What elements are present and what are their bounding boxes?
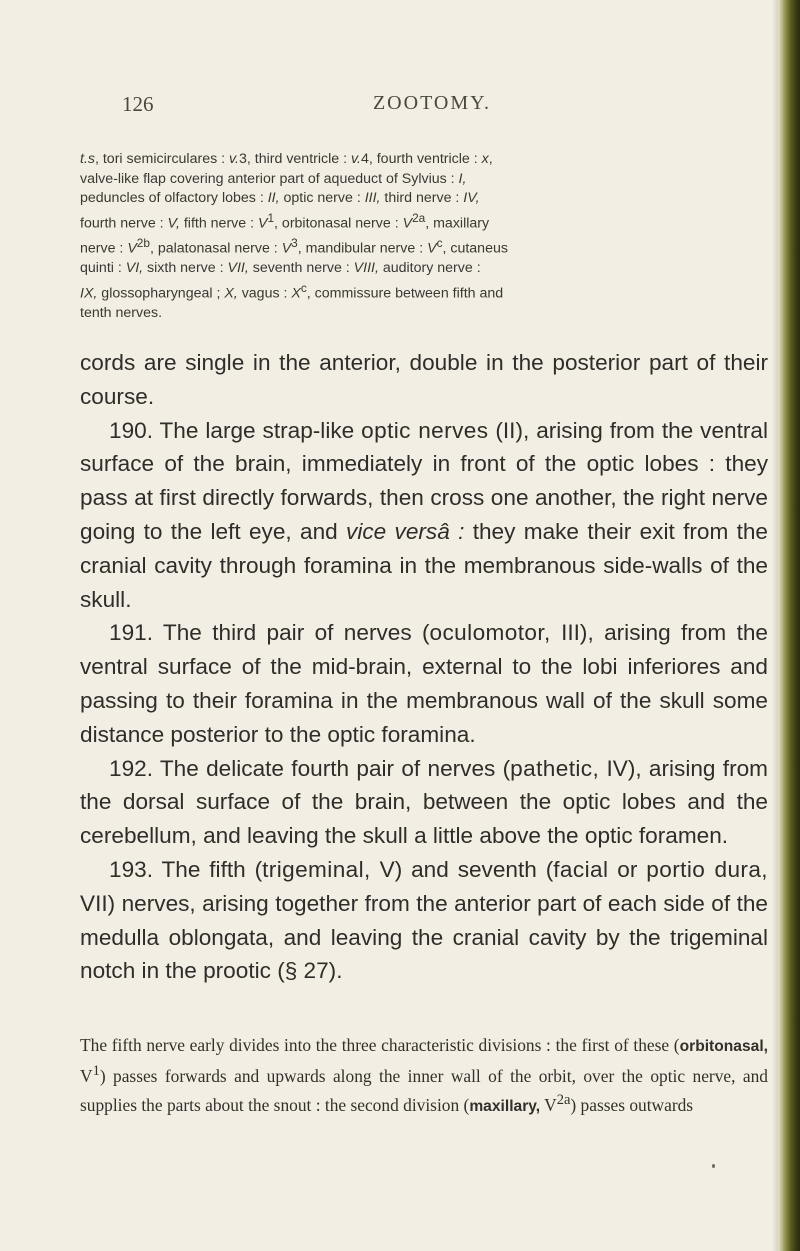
paragraph-text: vice versâ : bbox=[346, 518, 465, 544]
paragraph-text: or bbox=[608, 856, 647, 882]
caption-text: optic nerve : bbox=[279, 190, 365, 207]
caption-text: I, bbox=[458, 170, 467, 187]
term-optic-nerves: optic nerves bbox=[361, 417, 489, 443]
caption-text: III, bbox=[364, 190, 381, 207]
term-maxillary: maxillary, bbox=[469, 1097, 541, 1115]
caption-text: , bbox=[488, 151, 493, 167]
paragraph-continuation: cords are single in the anterior, double in the posterior part of their course. bbox=[80, 350, 768, 409]
caption-text: peduncles of olfactory lobes : bbox=[80, 190, 268, 207]
caption-text: , mandibular nerve : bbox=[297, 240, 428, 257]
caption-text: VIII, bbox=[353, 260, 379, 277]
caption-text: V bbox=[427, 240, 437, 257]
caption-text: V bbox=[281, 240, 292, 257]
caption-text: VII, bbox=[227, 260, 249, 277]
small-paragraph bbox=[80, 1033, 768, 1119]
paragraph-text: III), arising from the ventral surface of the mid-brain, external to the lobi inferiores and passing to their foramina in the membranous wall of the skull some distance posterior to the optic foramina. bbox=[80, 620, 768, 747]
caption-text: , palatonasal nerve : bbox=[149, 240, 282, 257]
running-title: ZOOTOMY. bbox=[372, 92, 492, 114]
term-facial: facial bbox=[553, 856, 609, 882]
caption-text: auditory nerve : bbox=[378, 260, 481, 277]
paragraph-text: (II), arising from the ventral surface of the brain, immediately in front of the optic lobes : they pass at first directly forwards, then cross one another, the right nerve going to the left eye, and bbox=[80, 417, 768, 544]
book-edge bbox=[778, 0, 800, 1251]
caption-text: seventh nerve : bbox=[248, 260, 354, 277]
caption-text: II, bbox=[267, 190, 280, 207]
page-number: 126 bbox=[122, 92, 154, 116]
caption-text: sixth nerve : bbox=[143, 260, 228, 277]
running-head bbox=[122, 92, 762, 122]
paragraph-text: IV), arising from the dorsal surface of the brain, between the optic lobes and the cerebellum, and leaving the skull a little above the optic foramen. bbox=[80, 755, 768, 849]
term-orbitonasal: orbitonasal, bbox=[679, 1038, 768, 1055]
body-text bbox=[80, 346, 768, 988]
caption-text: nerve : bbox=[80, 240, 128, 257]
caption-text: V bbox=[402, 215, 413, 232]
caption-text: quinti : bbox=[80, 260, 126, 277]
caption-text: , orbitonasal nerve : bbox=[274, 215, 403, 232]
paragraph-text: 190. The large strap-like bbox=[109, 417, 362, 443]
small-text: The fifth nerve early divides into the three characteristic divisions : the first of these ( bbox=[80, 1035, 680, 1055]
caption-text: , commissure between fifth and bbox=[306, 285, 504, 302]
caption-text: fifth nerve : bbox=[179, 215, 258, 232]
caption-text: v. bbox=[350, 151, 361, 167]
small-text: ) passes outwards bbox=[570, 1094, 694, 1115]
paragraph-text: VII) nerves, arising together from the anterior part of each side of the medulla oblongata, and leaving the cranial cavity by the trigeminal notch in the prootic (§ 27). bbox=[80, 890, 768, 984]
paragraph-text: 191. The third pair of nerves ( bbox=[109, 620, 430, 646]
caption-text: , maxillary bbox=[425, 215, 490, 232]
caption-text: V, bbox=[167, 215, 180, 232]
caption-text: X, bbox=[224, 285, 238, 302]
caption-text: , cutaneus bbox=[442, 240, 508, 257]
caption-text: 1 bbox=[267, 210, 275, 225]
figure-caption bbox=[80, 150, 768, 324]
caption-text: tenth nerves. bbox=[80, 305, 163, 322]
small-text: V bbox=[80, 1065, 93, 1086]
small-text: 2a bbox=[556, 1091, 571, 1108]
paragraph-193 bbox=[80, 853, 768, 988]
caption-text: c bbox=[300, 281, 307, 296]
paragraph-192 bbox=[80, 752, 768, 853]
caption-text: x bbox=[481, 151, 489, 167]
paragraph-190 bbox=[80, 414, 768, 617]
caption-text: vagus : bbox=[237, 285, 292, 302]
caption-text: X bbox=[291, 285, 301, 302]
term-oculomotor: oculomotor, bbox=[429, 620, 551, 646]
caption-text: IV, bbox=[463, 190, 480, 207]
paragraph-text: 192. The delicate fourth pair of nerves ( bbox=[109, 755, 511, 781]
caption-text: VI, bbox=[125, 260, 144, 277]
caption-text: 3, third ventricle : bbox=[239, 151, 351, 167]
caption-text: V bbox=[127, 240, 137, 257]
caption-text: 4, fourth ventricle : bbox=[360, 151, 482, 167]
caption-text: 2a bbox=[412, 210, 426, 225]
caption-text: c bbox=[436, 236, 443, 251]
caption-text: 2b bbox=[136, 236, 150, 251]
paragraph-text: V) and seventh ( bbox=[370, 856, 554, 882]
term-pathetic: pathetic, bbox=[510, 755, 600, 781]
term-portio-dura: portio dura, bbox=[646, 856, 768, 882]
caption-text: third nerve : bbox=[380, 190, 464, 207]
caption-text: , tori semicirculares : bbox=[94, 151, 230, 167]
ink-speck bbox=[712, 1164, 715, 1168]
small-text: ) passes forwards and upwards along the inner wall of the orbit, over the optic nerve, and supplies the parts about the snout : the second division ( bbox=[80, 1065, 768, 1115]
caption-text: t.s bbox=[80, 151, 95, 167]
caption-text: valve-like flap covering anterior part of aqueduct of Sylvius : bbox=[80, 170, 459, 187]
caption-text: fourth nerve : bbox=[80, 215, 168, 232]
small-text: 1 bbox=[92, 1063, 100, 1079]
caption-text: IX, bbox=[80, 285, 98, 302]
caption-text: 3 bbox=[291, 236, 298, 251]
paragraph-text: they make their exit from the cranial cavity through foramina in the membranous side-walls of the skull. bbox=[80, 518, 768, 612]
caption-text: v. bbox=[229, 151, 239, 167]
small-text: V bbox=[540, 1094, 557, 1115]
caption-text: glossopharyngeal ; bbox=[97, 285, 225, 302]
small-print-note bbox=[80, 1033, 768, 1119]
paragraph-191 bbox=[80, 616, 768, 751]
term-trigeminal: trigeminal, bbox=[262, 856, 371, 882]
paragraph-text: 193. The fifth ( bbox=[109, 856, 263, 882]
caption-text: V bbox=[257, 215, 268, 232]
